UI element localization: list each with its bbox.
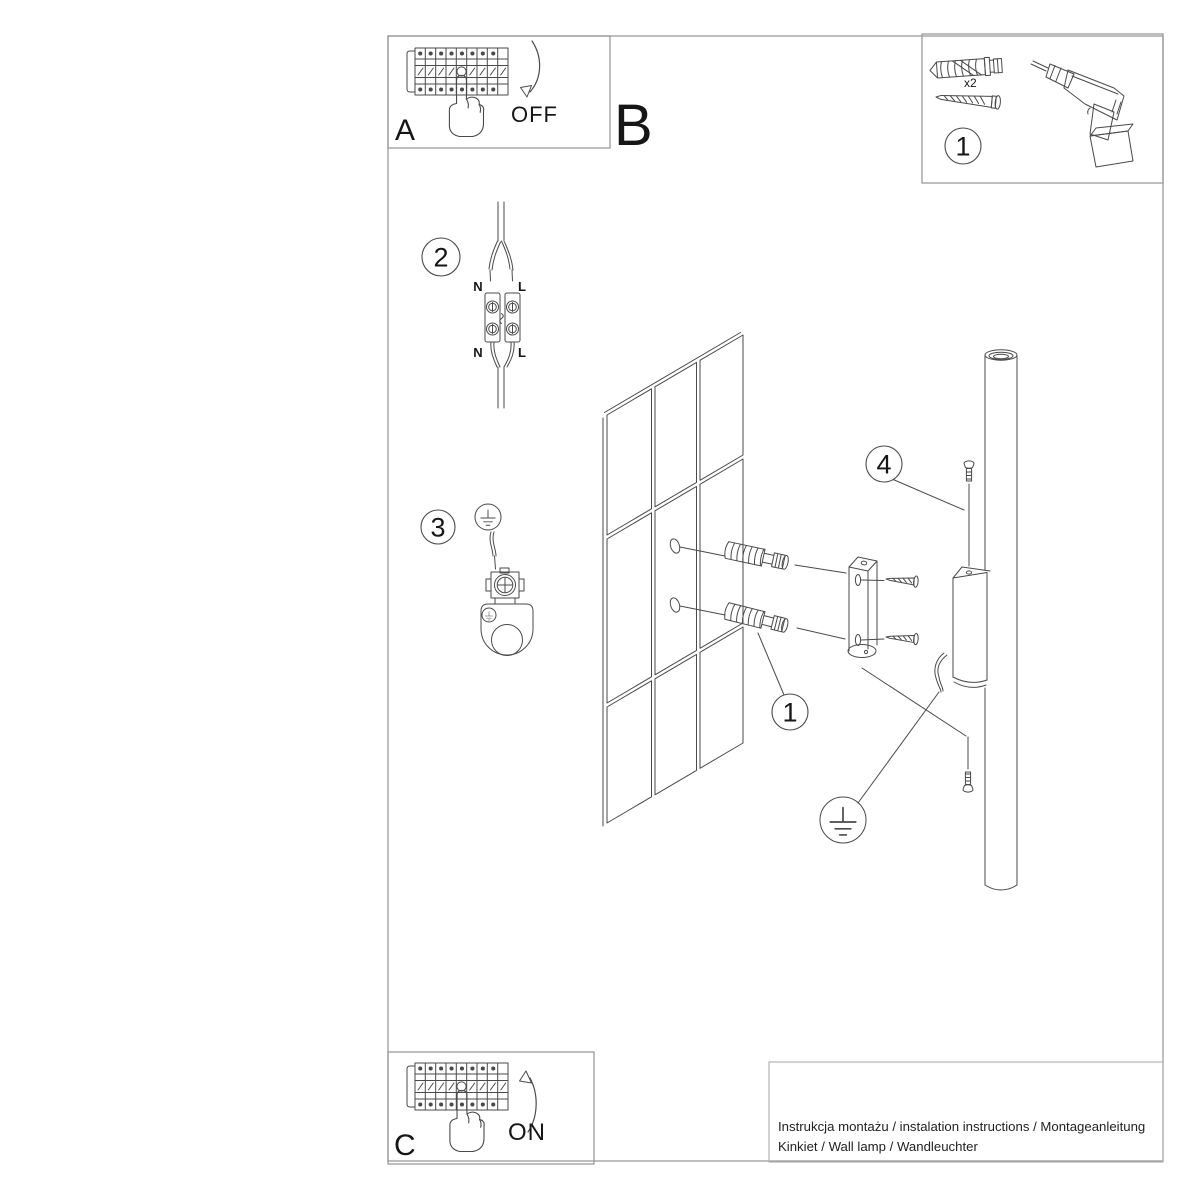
ground-class-symbol-icon — [820, 797, 866, 843]
panel-c-switch-on — [388, 1052, 594, 1164]
anchor-to-bracket-leaders — [795, 565, 846, 639]
bracket-top-flange — [849, 557, 877, 571]
wire-tips-top — [490, 270, 513, 281]
wall-edge-thickness — [603, 333, 741, 827]
drill-icon — [1031, 61, 1133, 167]
parts-step-badge — [945, 128, 981, 164]
footer — [769, 1062, 1163, 1162]
bracket-slot-lower — [855, 635, 860, 646]
wiring-step-number: 2 — [433, 242, 449, 273]
parts-box — [922, 34, 1163, 183]
anchors-step-badge — [772, 694, 808, 730]
wiring-step-badge — [422, 238, 460, 276]
mounting-lug-icon — [481, 598, 533, 656]
wall-tiles — [603, 333, 743, 827]
bracket-step-number: 4 — [876, 449, 892, 480]
anchor-badge-leader — [758, 633, 784, 695]
anchor-quantity-label: x2 — [964, 76, 977, 90]
anchors-step-number: 1 — [782, 697, 798, 728]
ground-terminal-icon — [486, 568, 524, 598]
panel-a-switch-off — [388, 36, 610, 148]
ground-step-badge — [421, 510, 455, 544]
bracket-slot-upper — [855, 575, 860, 586]
housing-screw-bottom-icon — [963, 772, 973, 792]
wall-anchor-upper-icon — [724, 541, 790, 571]
bracket-body — [849, 561, 877, 651]
panel-a-label: A — [395, 114, 416, 147]
wire-label-l-top: L — [518, 279, 526, 294]
step-wire-connection — [422, 202, 526, 408]
mounting-bracket — [795, 446, 964, 658]
wire-label-n-top: N — [473, 279, 483, 294]
ground-symbol-leader — [858, 692, 939, 803]
arrow-down-head — [521, 86, 532, 98]
parts-step-number: 1 — [955, 131, 971, 162]
arrow-up-head — [520, 1071, 532, 1083]
bracket-screw-lower-icon — [886, 631, 919, 644]
section-b-label: B — [614, 93, 653, 158]
wires-merge-bottom — [491, 342, 514, 367]
pointing-hand-icon — [449, 75, 483, 136]
lamp-ground-wire — [935, 653, 947, 692]
wall-lamp — [820, 350, 1017, 890]
hole-leader-lines — [680, 547, 725, 615]
panel-c-label: C — [394, 1129, 416, 1162]
bracket-step-badge — [866, 446, 902, 482]
bracket-badge-leader — [892, 479, 964, 510]
footer-line-1: Instrukcja montażu / instalation instructions / Montageanleitung — [778, 1119, 1146, 1134]
drill-hole-upper — [669, 538, 682, 555]
wall-anchors — [680, 541, 808, 730]
housing-screw-top-icon — [964, 461, 974, 481]
ground-wire — [490, 532, 496, 569]
panel-a-state-label: OFF — [511, 102, 558, 127]
step-ground-connection — [421, 504, 533, 656]
screw-icon — [935, 90, 1001, 109]
wires-split-top — [489, 241, 513, 270]
cable-top — [498, 202, 504, 241]
cable-bottom — [498, 367, 504, 408]
pointing-hand-icon — [450, 1090, 484, 1151]
wire-label-n-bottom: N — [473, 345, 483, 360]
ground-symbol-icon — [475, 504, 501, 530]
ground-step-number: 3 — [430, 512, 446, 543]
lamp-tube-bottom — [985, 885, 1017, 890]
arrow-down-curve — [530, 41, 540, 92]
bracket-bottom-flange — [848, 645, 876, 658]
footer-line-2: Kinkiet / Wall lamp / Wandleuchter — [778, 1139, 978, 1154]
drill-hole-lower — [669, 597, 682, 614]
panel-c-state-label: ON — [508, 1119, 546, 1146]
wall-anchor-lower-icon — [723, 602, 789, 634]
terminal-block-icon — [485, 293, 520, 342]
breaker-panel-icon — [407, 48, 508, 95]
wire-label-l-bottom: L — [518, 345, 526, 360]
slot-to-screw-leaders — [861, 580, 884, 640]
bracket-screw-upper-icon — [886, 573, 919, 587]
